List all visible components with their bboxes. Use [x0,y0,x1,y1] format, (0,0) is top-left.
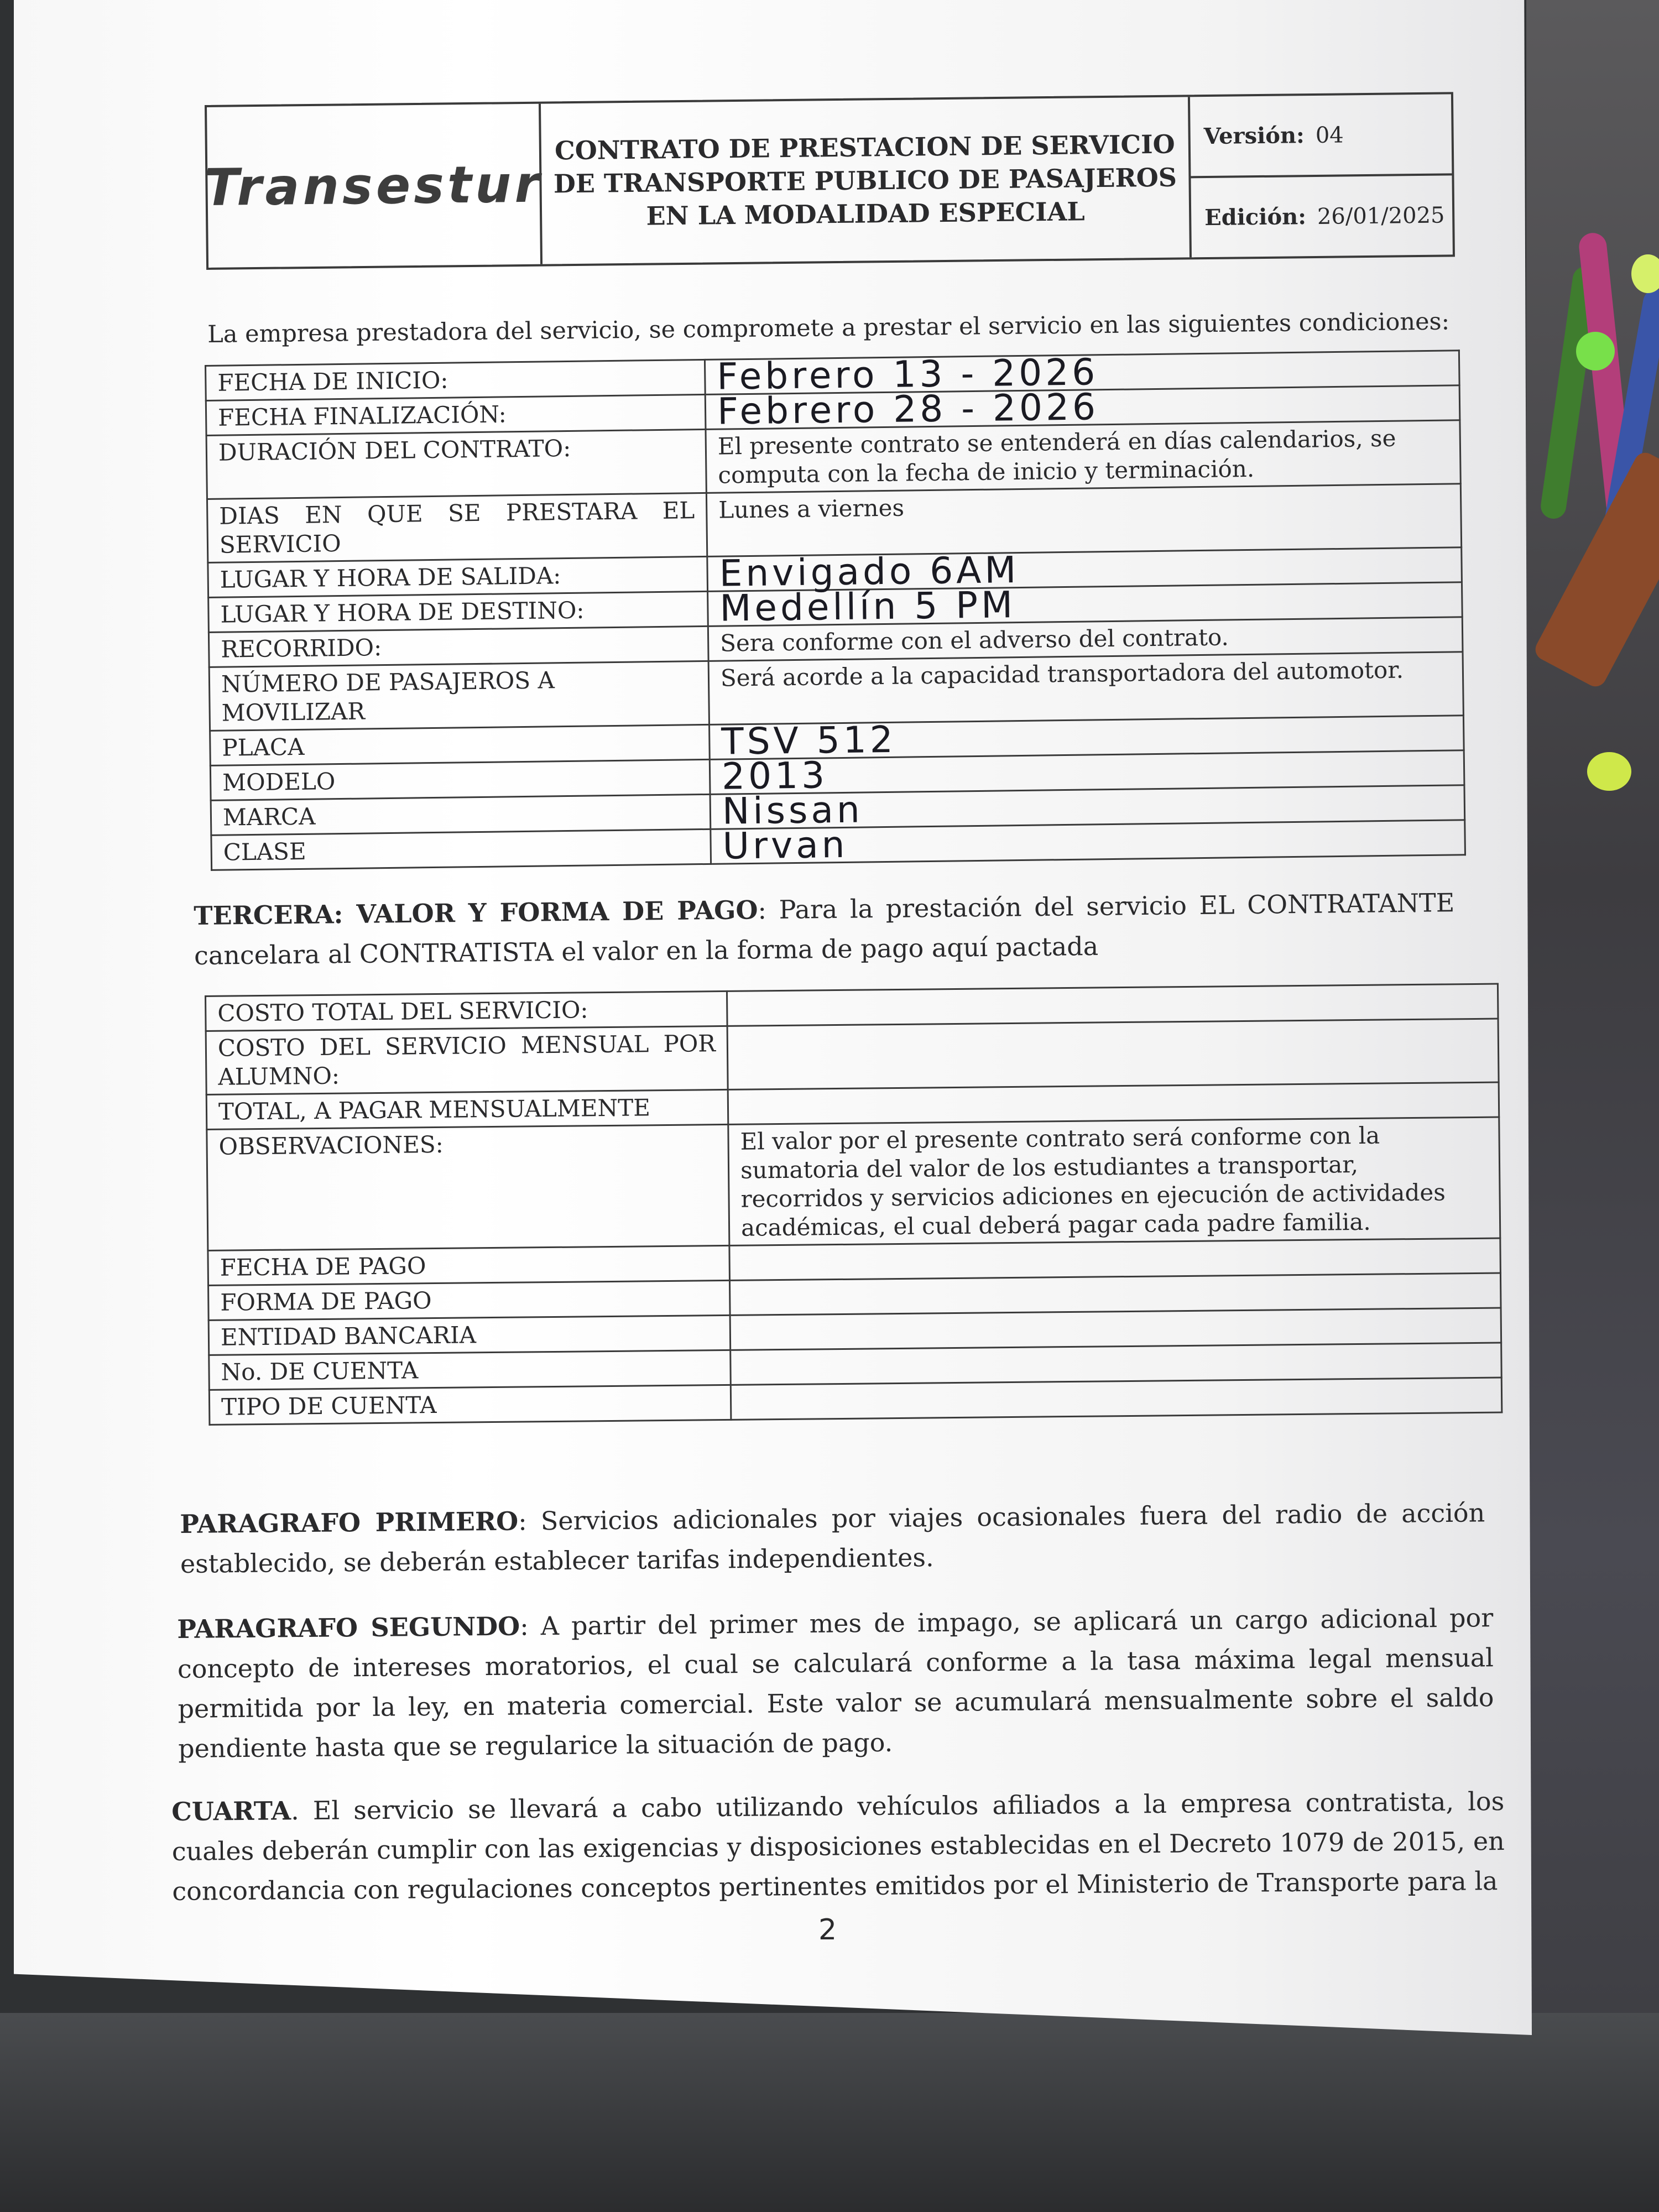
clause-text: : Para la prestación del servicio EL CONTRATANTE cancelara al CONTRATISTA el valor en la forma de pago aquí pactada [194,888,1455,971]
version-label: Versión: [1203,122,1305,150]
row-value: Será acorde a la capacidad transportadora del automotor. [708,652,1463,725]
edition-label: Edición: [1204,204,1307,231]
intro-text: La empresa prestadora del servicio, se compromete a prestar el servicio en las siguientes condiciones: [207,307,1450,348]
row-value-handwritten: TSV 512 [709,716,1464,760]
row-label: PLACA [210,724,710,765]
row-label: TIPO DE CUENTA [209,1385,731,1425]
document-header [205,92,1455,270]
row-value-handwritten: Febrero 28 - 2026 [705,385,1460,430]
row-value: El presente contrato se entenderá en días calendarios, se computa con la fecha de inicio y terminación. [706,420,1460,493]
clause-heading: TERCERA: VALOR Y FORMA DE PAGO [194,895,758,931]
row-label: MODELO [210,759,710,800]
clause-text: : Servicios adicionales por viajes ocasionales fuera del radio de acción establecido, se deberán establecer tarifas independientes. [180,1498,1485,1579]
title-line: EN LA MODALIDAD ESPECIAL [646,196,1085,231]
row-label: CLASE [211,829,711,870]
table-row [206,1019,1499,1094]
row-label: FECHA DE PAGO [208,1245,730,1285]
table-row [207,1117,1500,1250]
row-value [731,1378,1502,1420]
clause-tercera [194,883,1455,975]
row-label: LUGAR Y HORA DE DESTINO: [208,591,708,632]
version-row [1190,94,1452,176]
row-label: OBSERVACIONES: [207,1124,729,1250]
row-label: NÚMERO DE PASAJEROS A MOVILIZAR [209,661,709,731]
row-value: El valor por el presente contrato será conforme con la sumatoria del valor de los estudiantes a transportar, recorridos y servicios adiciones en ejecución de actividades académicas, el cual deberá pagar cada padre familia. [728,1117,1500,1245]
row-label: DIAS EN QUE SE PRESTARA EL SERVICIO [207,493,707,562]
clause-heading: PARAGRAFO SEGUNDO [177,1611,520,1644]
row-label: COSTO TOTAL DEL SERVICIO: [206,991,728,1031]
page-number: 2 [818,1913,837,1947]
paragrafo-segundo [177,1598,1494,1768]
row-value-handwritten: Nissan [710,785,1465,830]
payment-table [205,983,1503,1426]
row-value-handwritten: Febrero 13 - 2026 [705,351,1459,395]
paragrafo-primero [180,1493,1485,1584]
row-value: Sera conforme con el adverso del contrato. [708,617,1463,661]
document-title [541,97,1192,264]
edition-row [1191,173,1453,257]
row-label: RECORRIDO: [208,626,708,667]
background-floor [0,2013,1659,2212]
edition-value: 26/01/2025 [1317,202,1445,229]
clause-text: . El servicio se llevará a cabo utilizando vehículos afiliados a la empresa contratista, los cuales deberán cumplir con las exigencias y disposiciones establecidas en el Decreto 1079 de 2015, en concordancia con regulaciones conceptos pertinentes emitidos por el Ministerio de Transporte para la [171,1786,1505,1906]
row-label: TOTAL, A PAGAR MENSUALMENTE [206,1089,728,1129]
clause-text: : A partir del primer mes de impago, se aplicará un cargo adicional por concepto de intereses moratorios, el cual se calculará conforme a la tasa máxima legal mensual permitida por la ley, en materia comercial. Este valor se acumulará mensualmente sobre el saldo pendiente hasta que se regularice la situación de pago. [177,1603,1494,1764]
conditions-table [205,349,1466,871]
logo-cell [204,104,544,268]
row-value [727,1019,1499,1089]
clause-heading: CUARTA [171,1796,291,1827]
row-value-handwritten: 2013 [709,750,1464,795]
version-value: 04 [1315,122,1344,148]
pencil-eraser [1576,332,1615,371]
row-label: FORMA DE PAGO [208,1280,731,1320]
row-label: COSTO DEL SERVICIO MENSUAL POR ALUMNO: [206,1026,728,1094]
title-line: CONTRATO DE PRESTACION DE SERVICIO [554,129,1175,166]
clause-heading: PARAGRAFO PRIMERO [180,1506,519,1539]
row-label: ENTIDAD BANCARIA [208,1315,731,1355]
title-line: DE TRANSPORTE PUBLICO DE PASAJEROS [553,162,1177,199]
row-label: MARCA [211,794,711,835]
company-logo: Transestur [204,154,544,217]
row-label: DURACIÓN DEL CONTRATO: [206,429,706,499]
row-value-handwritten: Envigado 6AM [707,547,1462,592]
row-label: FECHA FINALIZACIÓN: [206,394,706,435]
row-label: FECHA DE INICIO: [206,359,706,400]
version-cell [1190,94,1453,257]
row-value-handwritten: Urvan [711,820,1465,864]
clause-cuarta [171,1781,1505,1911]
row-value-handwritten: Medellín 5 PM [708,582,1463,627]
row-label: No. DE CUENTA [209,1350,731,1390]
pencil-eraser [1587,752,1631,791]
row-value: Lunes a viernes [706,484,1461,557]
row-label: LUGAR Y HORA DE SALIDA: [208,556,708,597]
